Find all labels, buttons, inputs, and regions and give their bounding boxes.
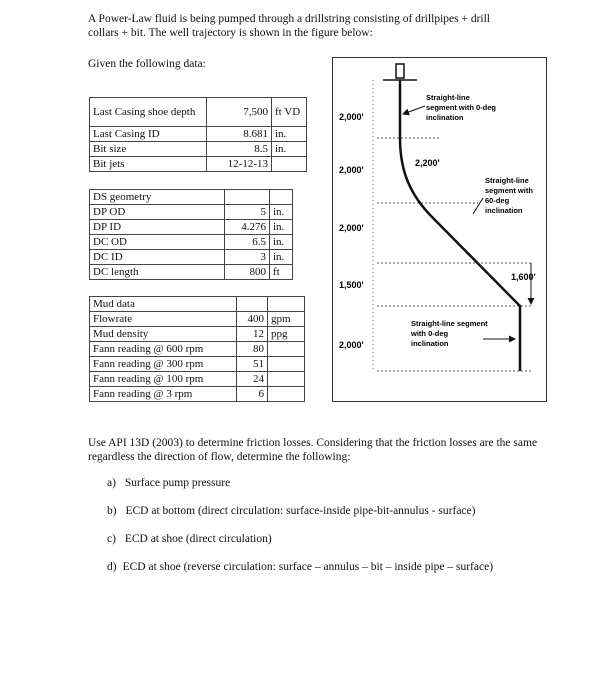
- table-row: [90, 190, 293, 205]
- table-cell: 80: [237, 342, 268, 357]
- casing-table: [89, 97, 307, 172]
- table-cell: DC ID: [90, 250, 225, 265]
- table-cell: in.: [270, 220, 293, 235]
- table-cell: Fann reading @ 3 rpm: [90, 387, 237, 402]
- table-cell: DC length: [90, 265, 225, 280]
- question-b: [107, 504, 475, 518]
- note-bot-line: inclination: [411, 339, 449, 348]
- note-mid-line: segment with: [485, 186, 533, 195]
- question-tag: d): [107, 561, 117, 573]
- table-cell: in.: [272, 127, 307, 142]
- curve-length-label: 2,200': [415, 158, 440, 168]
- table-cell: [268, 342, 305, 357]
- table-cell: in.: [272, 142, 307, 157]
- table-row: [90, 250, 293, 265]
- table-cell: DP ID: [90, 220, 225, 235]
- note-bot-line: with 0-deg: [411, 329, 449, 338]
- table-cell: DS geometry: [90, 190, 225, 205]
- table-cell: 8.681: [207, 127, 272, 142]
- table-cell: 400: [237, 312, 268, 327]
- question-text: Surface pump pressure: [124, 477, 231, 489]
- table-cell: 12-12-13: [207, 157, 272, 172]
- table-row: [90, 372, 305, 387]
- question-c: [107, 532, 272, 546]
- table-cell: 3: [225, 250, 270, 265]
- well-trajectory-diagram: [333, 58, 546, 401]
- depth-label: 2,000': [339, 165, 364, 175]
- table-cell: Bit jets: [90, 157, 207, 172]
- note-arrow: [473, 198, 483, 214]
- table-row: [90, 142, 307, 157]
- table-cell: gpm: [268, 312, 305, 327]
- table-cell: 6: [237, 387, 268, 402]
- depth-label: 2,000': [339, 340, 364, 350]
- note-top-line: inclination: [426, 113, 464, 122]
- table-row: [90, 297, 305, 312]
- table-cell: ft: [270, 265, 293, 280]
- note-mid-line: Straight-line: [485, 176, 529, 185]
- slant-length-label: 1,600': [511, 272, 536, 282]
- table-cell: in.: [270, 205, 293, 220]
- table-row: [90, 220, 293, 235]
- question-d: [107, 560, 517, 574]
- table-cell: Last Casing ID: [90, 127, 207, 142]
- table-cell: Fann reading @ 300 rpm: [90, 357, 237, 372]
- depth-label: 2,000': [339, 112, 364, 122]
- question-a: [107, 476, 230, 490]
- depth-label: 1,500': [339, 280, 364, 290]
- table-row: [90, 157, 307, 172]
- table-row: [90, 98, 307, 127]
- table-cell: [272, 157, 307, 172]
- question-text: ECD at shoe (direct circulation): [124, 533, 272, 545]
- table-cell: DC OD: [90, 235, 225, 250]
- table-cell: [268, 297, 305, 312]
- table-row: [90, 342, 305, 357]
- table-cell: ft VD: [272, 98, 307, 127]
- table-cell: ppg: [268, 327, 305, 342]
- table-cell: 7,500: [207, 98, 272, 127]
- question-tag: b): [107, 505, 117, 517]
- table-cell: 24: [237, 372, 268, 387]
- table-cell: Mud data: [90, 297, 237, 312]
- note-top-line: segment with 0-deg: [426, 103, 497, 112]
- table-cell: [268, 387, 305, 402]
- well-trajectory-figure: [332, 57, 547, 402]
- question-tag: c): [107, 533, 116, 545]
- table-cell: 6.5: [225, 235, 270, 250]
- depth-label: 2,000': [339, 223, 364, 233]
- table-cell: [270, 190, 293, 205]
- problem-intro: A Power-Law fluid is being pumped through a drillstring consisting of drillpipes + drill collars + bit. The well trajectory is shown in the figure below:: [88, 13, 491, 39]
- note-bot-line: Straight-line segment: [411, 319, 488, 328]
- instructions-text: Use API 13D (2003) to determine friction losses. Considering that the friction losses are the same regardless the direction of flow, determine the following:: [88, 437, 538, 463]
- table-cell: DP OD: [90, 205, 225, 220]
- table-cell: in.: [270, 235, 293, 250]
- table-cell: 800: [225, 265, 270, 280]
- table-cell: Fann reading @ 600 rpm: [90, 342, 237, 357]
- table-cell: 8.5: [207, 142, 272, 157]
- table-cell: Last Casing shoe depth: [90, 98, 207, 127]
- table-row: [90, 312, 305, 327]
- table-cell: [268, 357, 305, 372]
- table-cell: in.: [270, 250, 293, 265]
- table-row: [90, 387, 305, 402]
- table-row: [90, 327, 305, 342]
- table-row: [90, 127, 307, 142]
- table-row: [90, 265, 293, 280]
- rig-icon: [396, 64, 404, 78]
- table-cell: 12: [237, 327, 268, 342]
- table-cell: 4.276: [225, 220, 270, 235]
- table-row: [90, 205, 293, 220]
- question-text: ECD at shoe (reverse circulation: surface – annulus – bit – inside pipe – surface): [122, 561, 494, 573]
- note-top-line: Straight-line: [426, 93, 470, 102]
- table-cell: [237, 297, 268, 312]
- table-row: [90, 357, 305, 372]
- question-tag: a): [107, 477, 116, 489]
- question-text: ECD at bottom (direct circulation: surface-inside pipe-bit-annulus - surface): [125, 505, 476, 517]
- table-cell: Bit size: [90, 142, 207, 157]
- table-cell: Fann reading @ 100 rpm: [90, 372, 237, 387]
- note-mid-line: 60-deg: [485, 196, 510, 205]
- given-heading: Given the following data:: [88, 58, 206, 70]
- note-arrow: [403, 106, 425, 114]
- table-row: [90, 235, 293, 250]
- table-cell: Mud density: [90, 327, 237, 342]
- note-mid-line: inclination: [485, 206, 523, 215]
- table-cell: [268, 372, 305, 387]
- ds-geometry-table: [89, 189, 293, 280]
- table-cell: Flowrate: [90, 312, 237, 327]
- table-cell: 5: [225, 205, 270, 220]
- table-cell: 51: [237, 357, 268, 372]
- mud-data-table: [89, 296, 305, 402]
- table-cell: [225, 190, 270, 205]
